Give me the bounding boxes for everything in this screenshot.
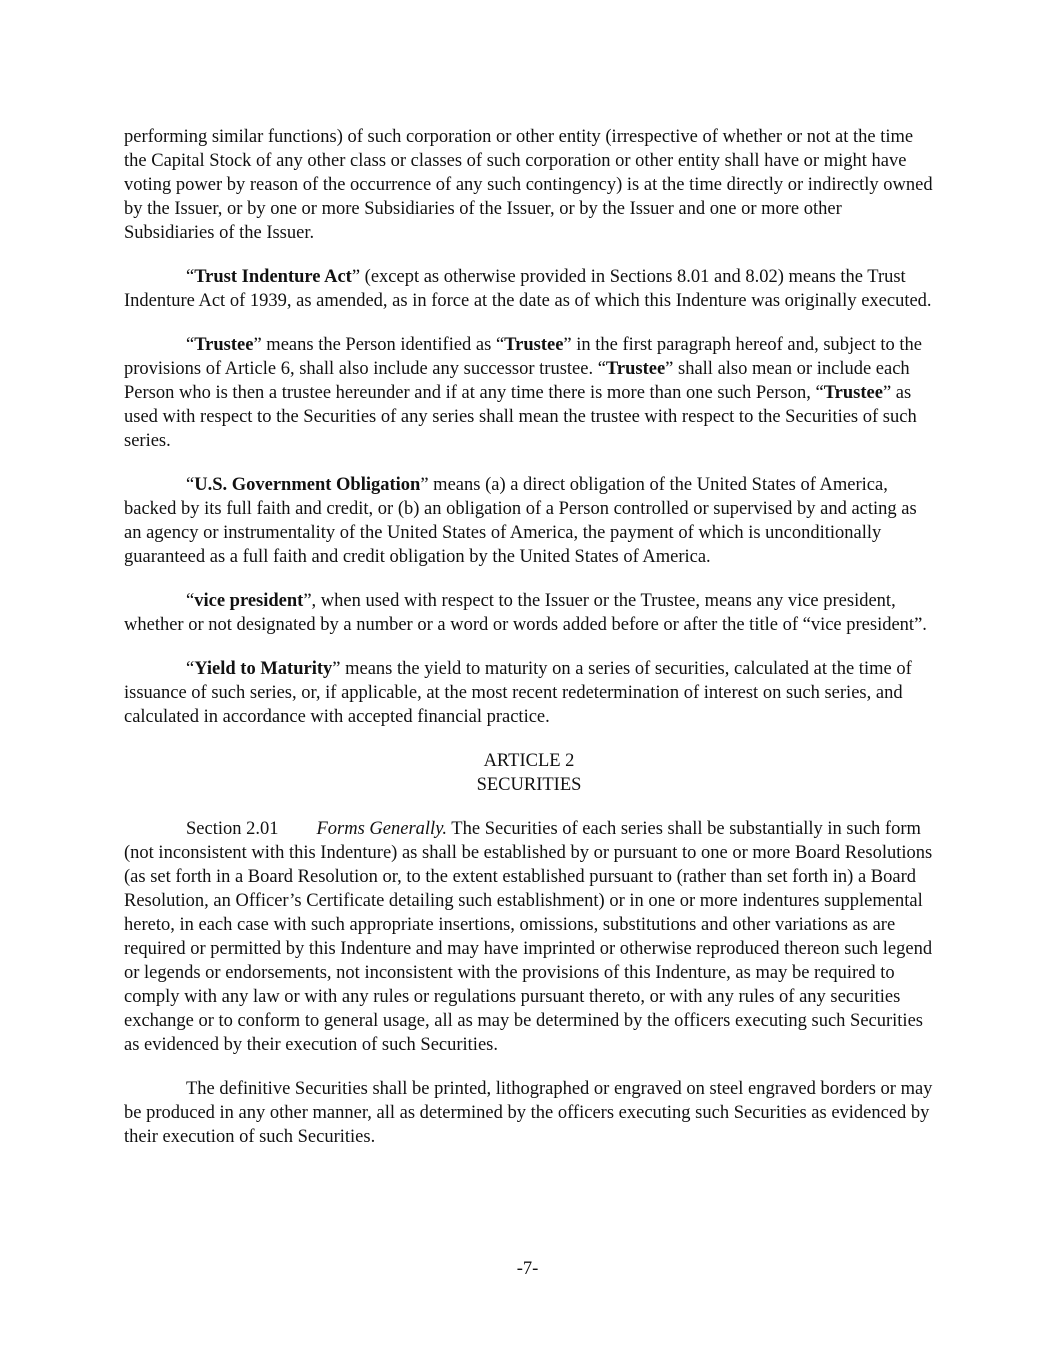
article-heading [124,749,934,797]
defined-term: Trustee [823,383,883,403]
quote-open: “ [186,591,195,611]
definition-yield-to-maturity [124,657,934,729]
definitive-securities-paragraph: The definitive Securities shall be printed, lithographed or engraved on steel engraved borders or may be produced in any other manner, all as determined by the officers executing such Securities as evidenced by their execution of such Securities. [124,1079,933,1147]
defined-term: U.S. Government Obligation [194,475,421,495]
quote-open: “ [186,659,195,679]
continued-paragraph: performing similar functions) of such corporation or other entity (irrespective of whether or not at the time the Capital Stock of any other class or classes of such corporation or other entity shall have or might have voting power by reason of the occurrence of any such contingency) is at the time directly or indirectly owned by the Issuer, or by one or more Subsidiaries of the Issuer, or by the Issuer and one or more other Subsidiaries of the Issuer. [124,127,933,243]
definition-text: “ [186,335,195,355]
section-heading: Forms Generally. [316,819,448,839]
definition-text: ” shall also mean or include each Person who is then a trustee hereunder and if at any time there is more than one such Person, “ [124,359,910,403]
defined-term: vice president [194,591,304,611]
page-body [124,125,934,1169]
article-title: SECURITIES [476,775,582,795]
article-number: ARTICLE 2 [483,751,575,771]
defined-term: Trustee [504,335,564,355]
definition-text: ” means (a) a direct obligation of the United States of America, backed by its full faith and credit, or (b) an obligation of a Person controlled or supervised by and acting as an agency or instrumentality of the United States of America, the payment of which is unconditionally guaranteed as a full faith and credit obligation by the United States of America. [124,475,917,567]
definition-text: ” (except as otherwise provided in Sections 8.01 and 8.02) means the Trust Indenture Act of 1939, as amended, as in force at the date as of which this Indenture was originally executed. [124,267,932,311]
definition-text: ”, when used with respect to the Issuer or the Trustee, means any vice president, whether or not designated by a number or a word or words added before or after the title of “vice president”. [124,591,927,635]
section-label: Section 2.01 [186,819,279,839]
section-2-01 [124,817,934,1057]
definition-text: ” in the first paragraph hereof and, subject to the provisions of Article 6, shall also include any successor trustee. “ [124,335,922,379]
definition-text: ” as used with respect to the Securities of any series shall mean the trustee with respect to the Securities of such series. [124,383,917,451]
quote-open: “ [186,267,195,287]
section-text: The Securities of each series shall be substantially in such form (not inconsistent with this Indenture) as shall be established by or pursuant to one or more Board Resolutions (as set forth in a Board Resolution or, to the extent established pursuant to (rather than set forth in) a Board Resolution, an Officer’s Certificate detailing such establishment) or in one or more indentures supplemental hereto, in each case with such appropriate insertions, omissions, substitutions and other variations as are required or permitted by this Indenture and may have imprinted or otherwise reproduced thereon such legend or legends or endorsements, not inconsistent with the provisions of this Indenture, as may be required to comply with any law or with any rules or regulations pursuant thereto, or with any rules of any securities exchange or to conform to general usage, all as may be determined by the officers executing such Securities as evidenced by their execution of such Securities. [124,819,933,1055]
definition-trustee [124,333,934,453]
defined-term: Yield to Maturity [194,659,333,679]
defined-term: Trust Indenture Act [194,267,352,287]
definition-text: ” means the Person identified as “ [253,335,505,355]
definition-trust-indenture-act [124,265,934,313]
quote-open: “ [186,475,195,495]
defined-term: Trustee [605,359,666,379]
definition-text: ” means the yield to maturity on a series of securities, calculated at the time of issuance of such series, or, if applicable, at the most recent redetermination of interest on such series, and calculated in accordance with accepted financial practice. [124,659,912,727]
definition-vice-president [124,589,934,637]
page-number: -7- [516,1259,539,1279]
definition-us-government-obligation [124,473,934,569]
defined-term: Trustee [194,335,254,355]
